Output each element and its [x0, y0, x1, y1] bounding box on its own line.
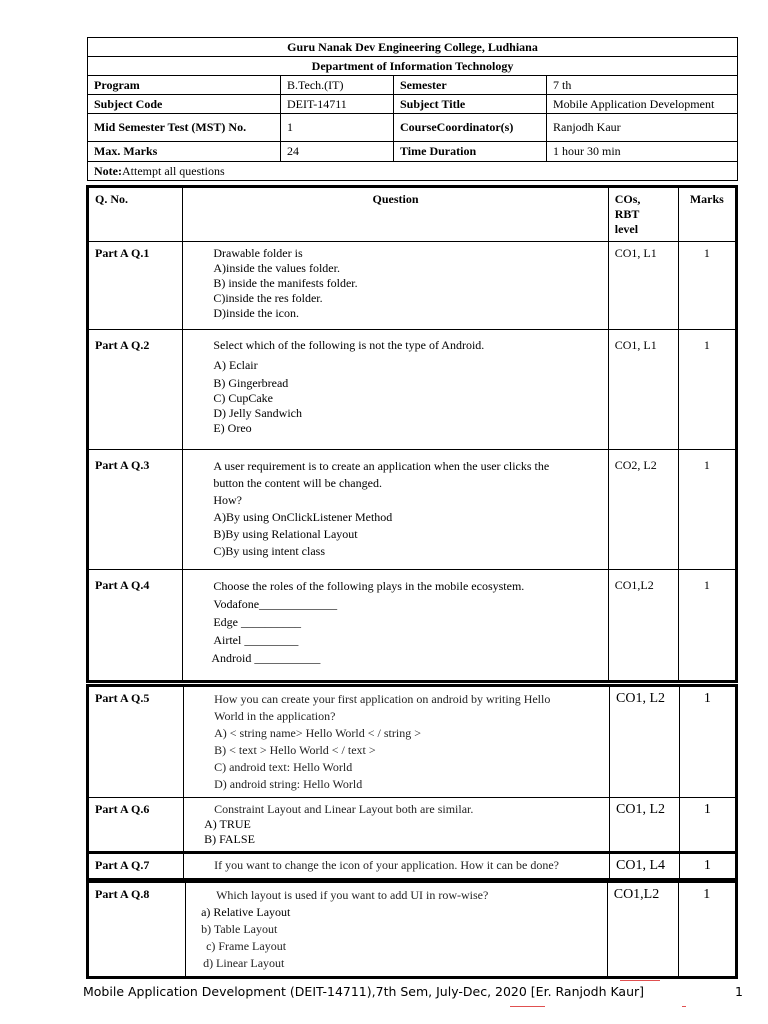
header-table: [87, 37, 738, 181]
red-underline-mark: [682, 1006, 686, 1007]
question-text: Drawable folder is A)inside the values folder. B) inside the manifests folder. C)inside the res folder. D)inside the icon.: [183, 242, 608, 330]
note-text: Attempt all questions: [121, 163, 225, 178]
question-text: If you want to change the icon of your application. How it can be done?: [184, 853, 610, 880]
marks-header: Marks: [678, 187, 736, 242]
red-underline-mark: [510, 1006, 545, 1007]
coordinator-label: CourseCoordinator(s): [394, 114, 547, 142]
table-row: Part A Q.1 Drawable folder is A)inside the values folder. B) inside the manifests folder. C)inside the res folder. D)inside the icon. CO1, L1 1: [88, 242, 737, 330]
note: [88, 162, 738, 181]
table-row: Part A Q.6 Constraint Layout and Linear Layout both are similar. A) TRUE B) FALSE CO1, L2 1: [88, 798, 737, 853]
subject-code-value: DEIT-14711: [281, 95, 394, 114]
qno-header: Q. No.: [88, 187, 183, 242]
footer-text: Mobile Application Development (DEIT-14711),7th Sem, July-Dec, 2020 [Er. Ranjodh Kaur]: [83, 984, 645, 999]
table-row: Part A Q.4 Choose the roles of the following plays in the mobile ecosystem. Vodafone_____________ Edge __________ Airtel _________ Android ___________ CO1,L2 1: [88, 570, 737, 682]
questions-table-part2: [86, 684, 738, 881]
table-row: Part A Q.5 How you can create your first application on android by writing Hello World in the application? A) < string name> Hello World < / string > B) < text > Hello World < / text > C) android text: Hello World D) android string: Hello World CO1, L2 1: [88, 686, 737, 798]
department-name: Department of Information Technology: [88, 57, 738, 76]
time-value: 1 hour 30 min: [547, 142, 738, 162]
semester-value: 7 th: [547, 76, 738, 95]
max-marks-label: Max. Marks: [88, 142, 281, 162]
questions-table-part1: [86, 185, 738, 683]
table-row: Part A Q.2 Select which of the following is not the type of Android. A) Eclair B) Gingerbread C) CupCake D) Jelly Sandwich E) Oreo CO1, L1 1: [88, 330, 737, 450]
questions-table-part3: [86, 880, 738, 979]
question-text: Choose the roles of the following plays in the mobile ecosystem. Vodafone_____________ Edge __________ Airtel _________ Android ___________: [183, 570, 608, 682]
red-underline-mark: [620, 980, 660, 981]
question-text: How you can create your first application on android by writing Hello World in the application? A) < string name> Hello World < / string > B) < text > Hello World < / text > C) android text: Hello World D) android string: Hello World: [184, 686, 610, 798]
subject-code-label: Subject Code: [88, 95, 281, 114]
time-label: Time Duration: [394, 142, 547, 162]
cos-header: COs, RBT level: [608, 187, 678, 242]
subject-title-label: Subject Title: [394, 95, 547, 114]
max-marks-value: 24: [281, 142, 394, 162]
program-label: Program: [88, 76, 281, 95]
subject-title-value: Mobile Application Development: [547, 95, 738, 114]
table-row: Part A Q.3 A user requirement is to create an application when the user clicks the button the content will be changed. How? A)By using OnClickListener Method B)By using Relational Layout C)By using intent class CO2, L2 1: [88, 450, 737, 570]
semester-label: Semester: [394, 76, 547, 95]
mst-label: Mid Semester Test (MST) No.: [88, 114, 281, 142]
page-number: 1: [735, 984, 743, 999]
college-name: Guru Nanak Dev Engineering College, Ludhiana: [88, 38, 738, 57]
question-header: Question: [183, 187, 608, 242]
note-label: Note:: [94, 163, 122, 178]
table-row: Part A Q.8 Which layout is used if you want to add UI in row-wise? a) Relative Layout b) Table Layout c) Frame Layout d) Linear Layout CO1,L2 1: [88, 882, 737, 978]
table-row: Part A Q.7 If you want to change the icon of your application. How it can be done? CO1, L4 1: [88, 853, 737, 880]
question-text: Select which of the following is not the type of Android. A) Eclair B) Gingerbread C) CupCake D) Jelly Sandwich E) Oreo: [183, 330, 608, 450]
question-text: A user requirement is to create an application when the user clicks the button the content will be changed. How? A)By using OnClickListener Method B)By using Relational Layout C)By using intent class: [183, 450, 608, 570]
page-footer: [83, 984, 743, 999]
mst-value: 1: [281, 114, 394, 142]
program-value: B.Tech.(IT): [281, 76, 394, 95]
coordinator-value: Ranjodh Kaur: [547, 114, 738, 142]
question-text: Constraint Layout and Linear Layout both are similar. A) TRUE B) FALSE: [184, 798, 610, 853]
question-text: Which layout is used if you want to add UI in row-wise? a) Relative Layout b) Table Layout c) Frame Layout d) Linear Layout: [186, 882, 608, 978]
